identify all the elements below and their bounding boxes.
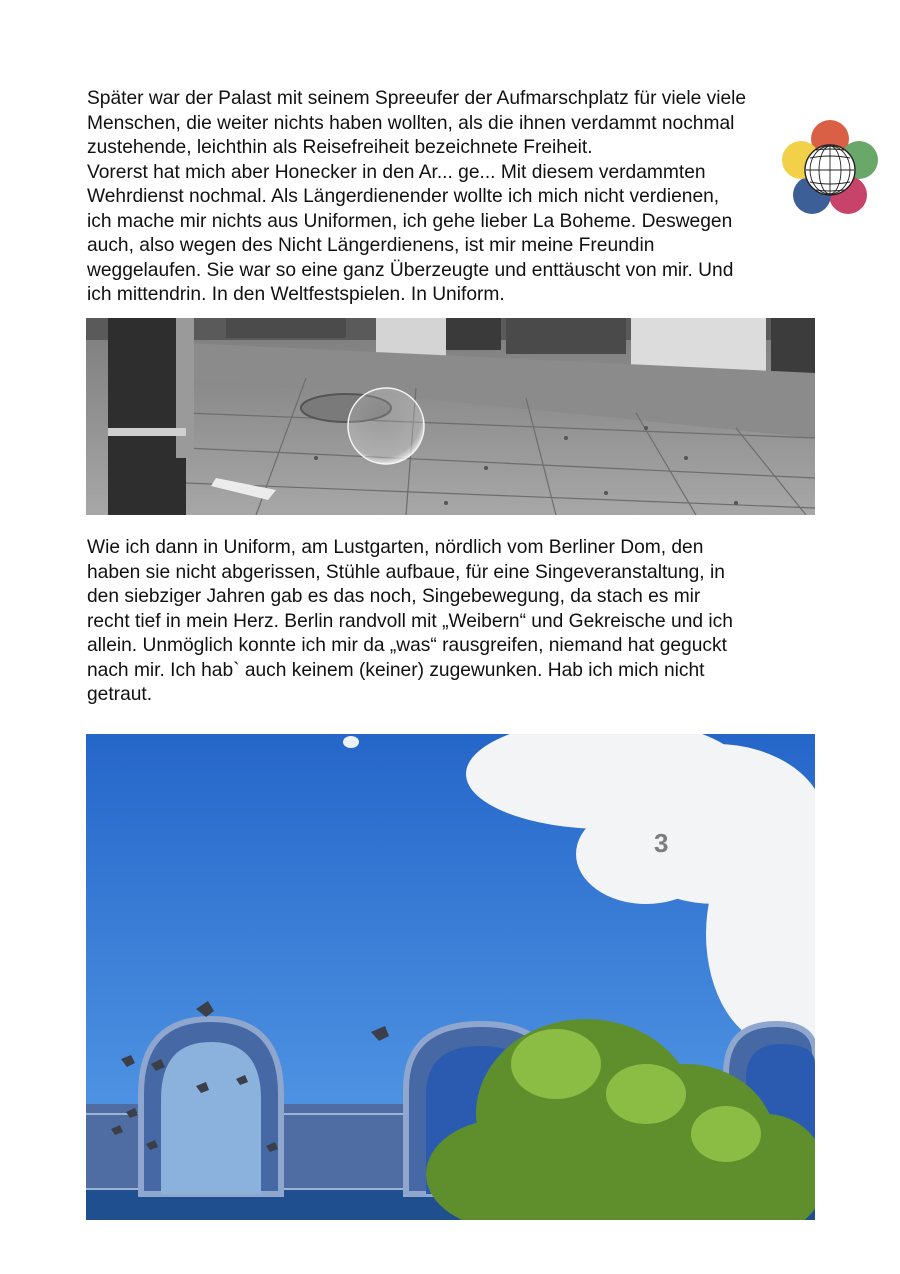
- paragraph-2: [87, 536, 822, 708]
- text-line: weggelaufen. Sie war so eine ganz Überzeugte und enttäuscht von mir. Und: [87, 259, 734, 281]
- brick-pillar: [376, 318, 446, 358]
- text-line: den siebziger Jahren gab es das noch, Singebewegung, da stach es mir: [87, 586, 701, 607]
- text-line: ich mittendrin. In den Weltfestspielen. In Uniform.: [87, 284, 505, 305]
- text-line: auch, also wegen des Nicht Längerdienens, ist mir meine Freundin: [87, 235, 655, 256]
- festival-flower-globe-icon: [780, 118, 880, 218]
- text-line: zustehende, leichthin als Reisefreiheit bezeichnete Freiheit.: [87, 137, 593, 158]
- text-line: allein. Unmöglich konnte ich mir da „was“ rausgreifen, niemand hat geguckt: [87, 635, 727, 656]
- wall: [226, 318, 346, 338]
- text-line: ich mache mir nichts aus Uniformen, ich gehe lieber La Boheme. Deswegen: [87, 210, 733, 232]
- text-line: recht tief in mein Herz. Berlin randvoll mit „Weibern“ und Gekreische und ich: [87, 610, 733, 632]
- text-line: Wie ich dann in Uniform, am Lustgarten, nördlich vom Berliner Dom, den: [87, 537, 704, 558]
- text-line: nach mir. Ich hab` auch keinem (keiner) zugewunken. Hab ich mich nicht: [87, 659, 705, 681]
- street-soap-bubble-photo: [86, 318, 815, 515]
- door: [446, 318, 501, 350]
- text-line: Vorerst hat mich aber Honecker in den Ar... ge... Mit diesem verdammten: [87, 161, 706, 183]
- pole: [108, 318, 186, 515]
- text-line: haben sie nicht abgerissen, Stühle aufbaue, für eine Singeveranstaltung, in: [87, 561, 725, 583]
- sky-arches-pigeons-photo: [86, 734, 815, 1220]
- page-number: 3: [654, 828, 669, 858]
- text-line: Menschen, die weiter nichts haben wollten, als die ihnen verdammt nochmal: [87, 112, 735, 134]
- text-line: getraut.: [87, 684, 153, 705]
- roof-arch: [141, 1019, 281, 1194]
- text-line: Wehrdienst nochmal. Als Längerdienender wollte ich mich nicht verdienen,: [87, 186, 720, 207]
- soap-bubble: [348, 388, 424, 464]
- paragraph-1: [87, 87, 822, 308]
- door: [506, 318, 626, 354]
- text-line: Später war der Palast mit seinem Spreeufer der Aufmarschplatz für viele viele: [87, 88, 747, 109]
